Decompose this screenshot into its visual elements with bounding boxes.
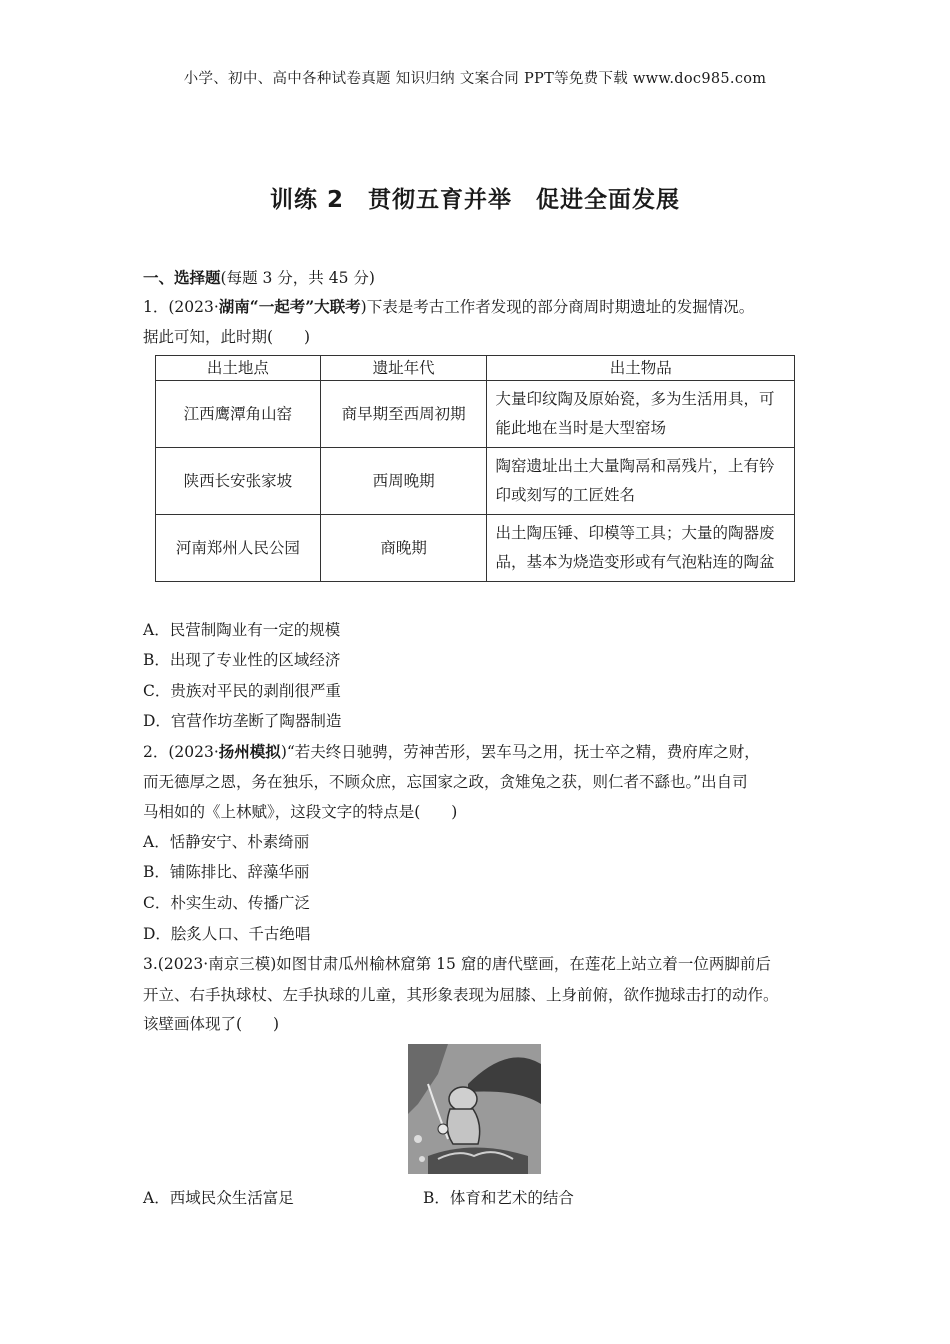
excavation-table — [155, 355, 795, 582]
question-2-line2: 而无德厚之恩，务在独乐，不顾众庶，忘国家之政，贪雉兔之获，则仁者不繇也。”出自司 — [143, 773, 748, 791]
mural-illustration — [408, 1044, 541, 1174]
question-3-line1: 3.(2023·南京三模)如图甘肃瓜州榆林窟第 15 窟的唐代壁画，在莲花上站立着一位两脚前后 — [143, 955, 771, 973]
q1-option-b: B．出现了专业性的区域经济 — [143, 651, 341, 669]
table-header-cell: 遗址年代 — [320, 356, 487, 381]
question-3-line3: 该壁画体现了( ) — [143, 1015, 280, 1033]
table-cell: 大量印纹陶及原始瓷，多为生活用具，可能此地在当时是大型窑场 — [487, 381, 795, 448]
q1-option-d: D．官营作坊垄断了陶器制造 — [143, 712, 342, 730]
mural-image — [408, 1044, 541, 1174]
table-header-cell: 出土物品 — [487, 356, 795, 381]
table-cell: 江西鹰潭角山窑 — [156, 381, 321, 448]
table-header-cell: 出土地点 — [156, 356, 321, 381]
q3-option-a: A．西域民众生活富足 — [143, 1189, 294, 1207]
table-cell: 商早期至西周初期 — [320, 381, 487, 448]
table-cell: 河南郑州人民公园 — [156, 515, 321, 582]
q1-stem-line1: )下表是考古工作者发现的部分商周时期遗址的发掘情况。 — [360, 298, 755, 316]
q2-option-b: B．铺陈排比、辞藻华丽 — [143, 863, 310, 881]
q2-prefix: 2．(2023· — [143, 743, 219, 761]
table-cell: 陕西长安张家坡 — [156, 448, 321, 515]
table-header-row — [156, 356, 795, 381]
q2-option-c: C．朴实生动、传播广泛 — [143, 894, 310, 912]
site-banner: 小学、初中、高中各种试卷真题 知识归纳 文案合同 PPT等免费下载 www.doc985.com — [183, 71, 767, 87]
table-cell: 出土陶压锤、印模等工具；大量的陶器废品，基本为烧造变形或有气泡粘连的陶盆 — [487, 515, 795, 582]
section-heading-label: 一、选择题 — [143, 268, 221, 287]
question-2-stem — [143, 742, 760, 762]
q1-source: 湖南“一起考”大联考 — [218, 297, 361, 316]
q2-option-a: A．恬静安宁、朴素绮丽 — [143, 833, 310, 851]
q1-prefix: 1．(2023· — [143, 298, 219, 316]
question-1-stem — [143, 297, 754, 317]
table-row — [156, 381, 795, 448]
table-row — [156, 515, 795, 582]
q1-option-c: C．贵族对平民的剥削很严重 — [143, 682, 341, 700]
section-heading — [143, 268, 375, 288]
table-cell: 西周晚期 — [320, 448, 487, 515]
table-row — [156, 448, 795, 515]
table-cell: 陶窑遗址出土大量陶鬲和鬲残片，上有钤印或刻写的工匠姓名 — [487, 448, 795, 515]
question-3-line2: 开立、右手执球杖、左手执球的儿童，其形象表现为屈膝、上身前俯，欲作抛球击打的动作。 — [143, 986, 779, 1004]
question-1-stem-line2: 据此可知，此时期( ) — [143, 328, 311, 346]
q3-option-b: B．体育和艺术的结合 — [423, 1189, 574, 1207]
q2-option-d: D．脍炙人口、千古绝唱 — [143, 925, 311, 943]
q2-line1: )“若夫终日驰骋，劳神苦形，罢车马之用，抚士卒之精，费府库之财， — [280, 743, 760, 761]
table-cell: 商晚期 — [320, 515, 487, 582]
section-note: (每题 3 分，共 45 分) — [220, 269, 375, 287]
question-2-line3: 马相如的《上林赋》，这段文字的特点是( ) — [143, 803, 458, 821]
q2-source: 扬州模拟 — [218, 742, 281, 761]
q1-option-a: A．民营制陶业有一定的规模 — [143, 621, 341, 639]
page-title: 训练 2 贯彻五育并举 促进全面发展 — [269, 187, 680, 213]
